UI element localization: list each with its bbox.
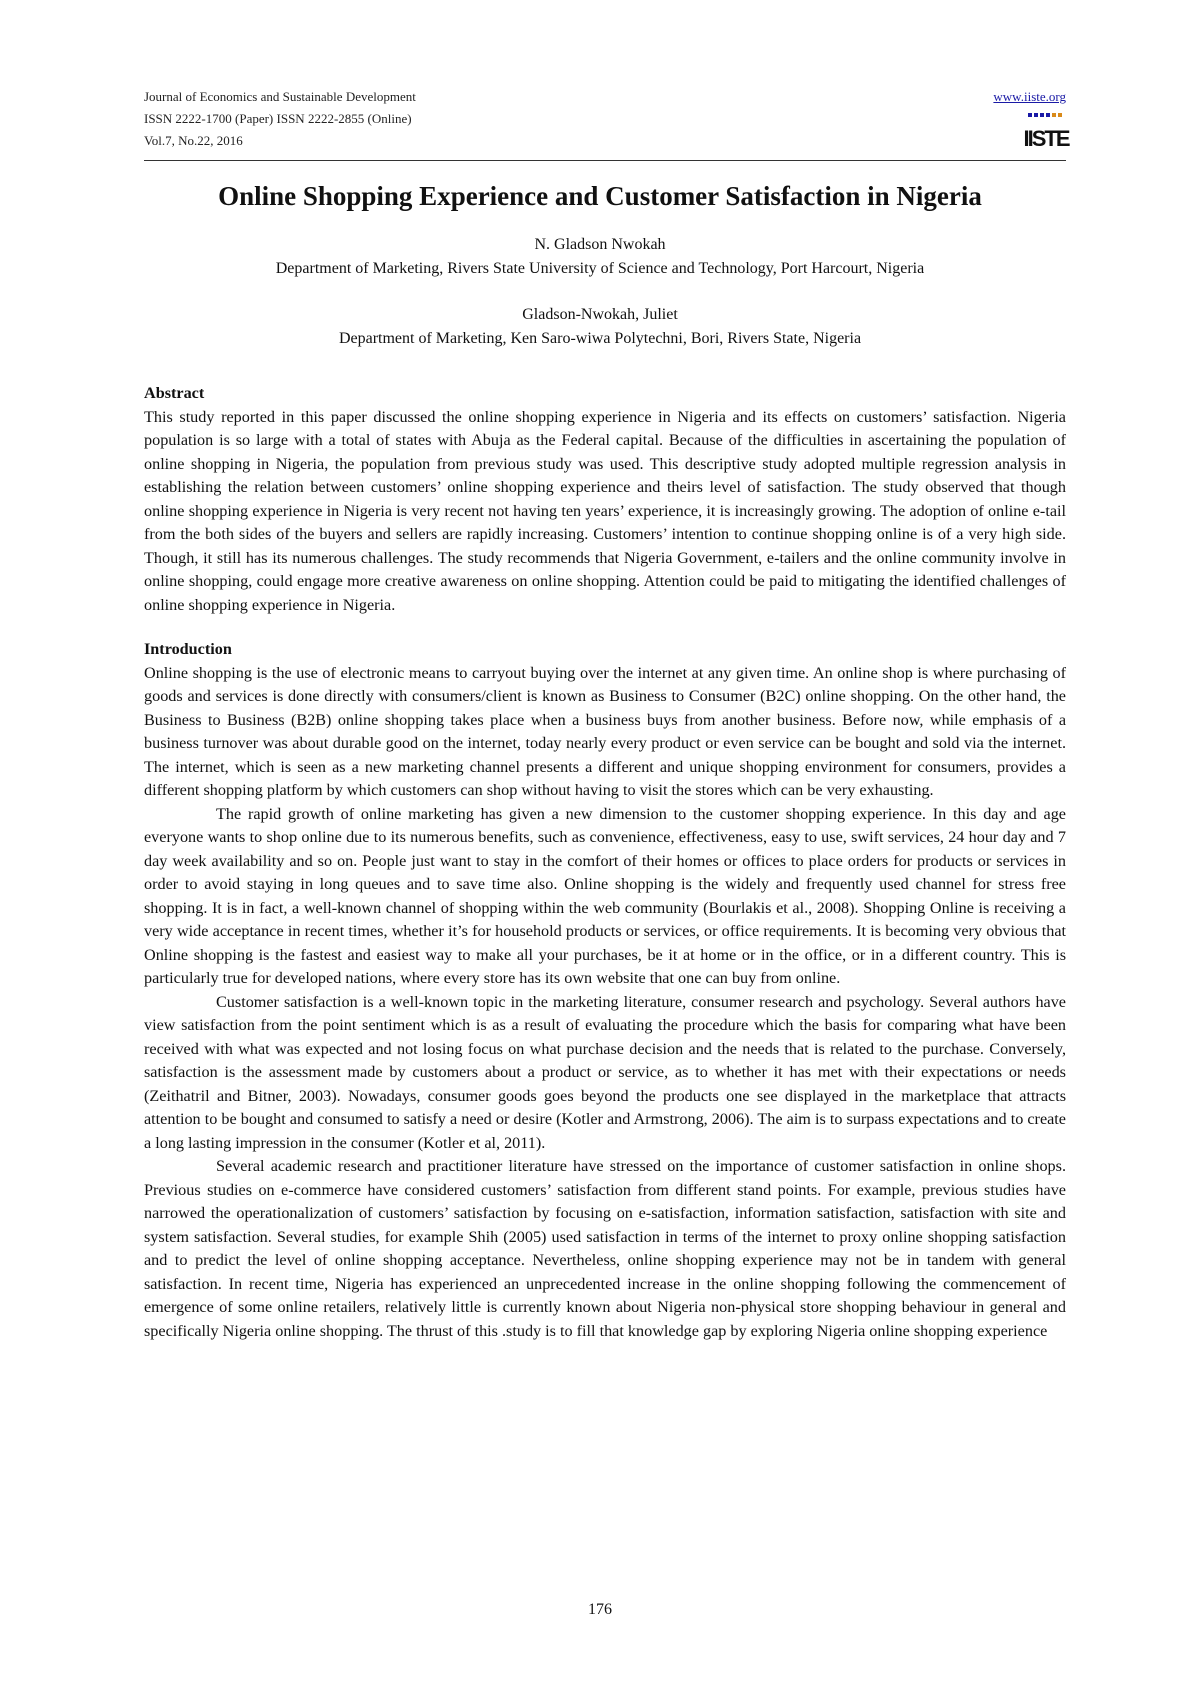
journal-issn: ISSN 2222-1700 (Paper) ISSN 2222-2855 (Online) xyxy=(144,111,412,126)
introduction-paragraph: Customer satisfaction is a well-known topic in the marketing literature, consumer research and psychology. Several authors have view satisfaction from the point sentiment which is as a result of evaluating the procedure which the basis for comparing what have been received with what was expected and not losing focus on what purchase decision and the needs that is related to the purchase. Conversely, satisfaction is the assessment made by customers about a product or service, as to whether it has met with their expectations or needs (Zeithatril and Bitner, 2003). Nowadays, consumer goods goes beyond the products one see displayed in the marketplace that attracts attention to be bought and consumed to satisfy a need or desire (Kotler and Armstrong, 2006). The aim is to surpass expectations and to create a long lasting impression in the consumer (Kotler et al, 2011). xyxy=(144,992,1066,1152)
introduction-paragraph: Several academic research and practitioner literature have stressed on the importance of customer satisfaction in online shops. Previous studies on e-commerce have considered customers’ satisfaction from different stand points. For example, previous studies have narrowed the operationalization of customers’ satisfaction by focusing on e-satisfaction, information satisfaction, satisfaction with site and system satisfaction. Several studies, for example Shih (2005) used satisfaction in terms of the internet to proxy online shopping satisfaction and to predict the level of online shopping acceptance. Nevertheless, online shopping experience may not be in tandem with general satisfaction. In recent time, Nigeria has experienced an unprecedented increase in the online shopping following the commencement of emergence of some online retailers, relatively little is currently known about Nigeria non-physical store shopping behaviour in general and specifically Nigeria online shopping. The thrust of this .study is to fill that knowledge gap by exploring Nigeria online shopping experience xyxy=(144,1157,1066,1340)
journal-name: Journal of Economics and Sustainable Development xyxy=(144,89,416,104)
abstract-text: This study reported in this paper discussed the online shopping experience in Nigeria and its effects on customers’ satisfaction. Nigeria population is so large with a total of states with Abuja as the Federal capital. Because of the difficulties in ascertaining the population of online shopping in Nigeria, the population from previous study was used. This descriptive study adopted multiple regression analysis in establishing the relation between customers’ online shopping experience and theirs level of satisfaction. The study observed that though online shopping experience in Nigeria is very recent not having ten years’ experience, it is increasingly growing. The adoption of online e-tail from the both sides of the buyers and sellers are rapidly increasing. Customers’ intention to continue shopping online is of a very high side. Though, it still has its numerous challenges. The study recommends that Nigeria Government, e-tailers and the online community involve in online shopping, could engage more creative awareness on online shopping. Attention could be paid to mitigating the identified challenges of online shopping experience in Nigeria. xyxy=(144,407,1066,614)
iiste-logo-icon xyxy=(1023,112,1069,151)
svg-text:IISTE: IISTE xyxy=(1023,126,1069,151)
author-name: Gladson-Nwokah, Juliet xyxy=(522,306,678,323)
journal-header xyxy=(144,86,416,152)
author-block xyxy=(0,233,1200,351)
introduction-paragraph: The rapid growth of online marketing has given a new dimension to the customer shopping experience. In this day and age everyone wants to shop online due to its numerous benefits, such as convenience, effectiveness, easy to use, swift services, 24 hour day and 7 day week availability and so on. People just want to stay in the comfort of their homes or offices to place orders for products or services in order to avoid staying in long queues and to save time also. Online shopping is the widely and frequently used channel for stress free shopping. It is in fact, a well-known channel of shopping within the web community (Bourlakis et al., 2008). Shopping Online is receiving a very wide acceptance in recent times, whether it’s for household products or services, or office requirements. It is becoming very obvious that Online shopping is the fastest and easiest way to make all your purchases, be it at home or in the office, or in a different country. This is particularly true for developed nations, where every store has its own website that one can buy from online. xyxy=(144,804,1066,987)
paper-title: Online Shopping Experience and Customer Satisfaction in Nigeria xyxy=(218,181,982,211)
journal-website-link[interactable]: www.iiste.org xyxy=(993,89,1066,104)
introduction-paragraph: Online shopping is the use of electronic means to carryout buying over the internet at any given time. An online shop is where purchasing of goods and services is done directly with consumers/client is known as Business to Consumer (B2C) online shopping. On the other hand, the Business to Business (B2B) online shopping takes place when a business buys from another business. Before now, while emphasis of a business turnover was about durable good on the internet, today nearly every product or even service can be bought and sold via the internet. The internet, which is seen as a new marketing channel presents a different and unique shopping environment for consumers, provides a different shopping platform by which customers can shop without having to visit the stores which can be very exhausting. xyxy=(144,663,1066,799)
paper-body xyxy=(144,382,1066,1343)
journal-header-right xyxy=(993,86,1069,151)
abstract-heading: Abstract xyxy=(144,384,205,402)
author-affiliation: Department of Marketing, Rivers State University of Science and Technology, Port Harcourt, Nigeria xyxy=(275,260,925,277)
page-number: 176 xyxy=(588,1601,612,1618)
header-divider xyxy=(144,160,1066,161)
author-affiliation: Department of Marketing, Ken Saro-wiwa Polytechni, Bori, Rivers State, Nigeria xyxy=(338,330,862,347)
introduction-heading: Introduction xyxy=(144,640,232,658)
journal-volume: Vol.7, No.22, 2016 xyxy=(144,133,243,148)
author-name: N. Gladson Nwokah xyxy=(534,236,666,253)
